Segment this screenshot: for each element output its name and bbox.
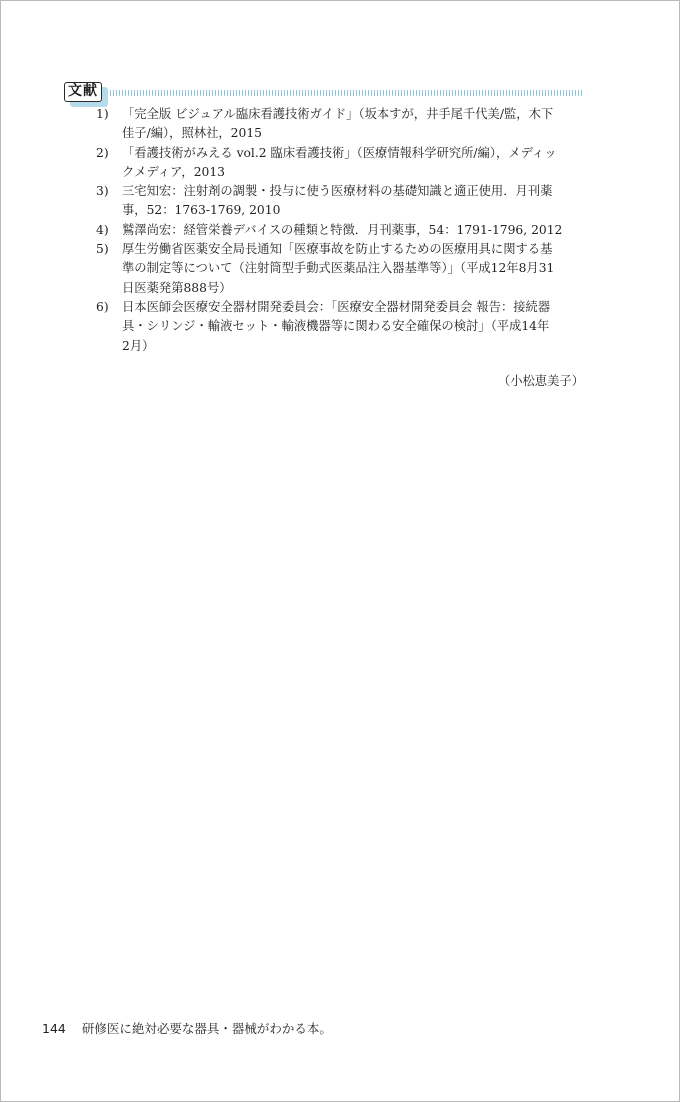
reference-list bbox=[96, 105, 586, 356]
reference-text: 「完全版 ビジュアル臨床看護技術ガイド」（坂本すが，井手尾千代美/監，木下 bbox=[122, 107, 554, 121]
reference-4 bbox=[96, 221, 586, 240]
reference-1 bbox=[96, 105, 586, 144]
page-footer bbox=[42, 1019, 332, 1037]
reference-text: クメディア，2013 bbox=[122, 164, 225, 179]
reference-number: 5) bbox=[96, 242, 109, 257]
reference-text: 鷲澤尚宏：経管栄養デバイスの種類と特徴．月刊薬事，54：1791-1796, 2012 bbox=[122, 222, 563, 237]
reference-number: 3) bbox=[96, 184, 109, 199]
reference-text: 厚生労働省医薬安全局長通知「医療事故を防止するための医療用具に関する基 bbox=[122, 242, 553, 257]
page-number: 144 bbox=[42, 1021, 66, 1036]
dotted-rule bbox=[110, 90, 584, 96]
reference-text: 日医薬発第888号） bbox=[122, 280, 232, 295]
reference-2 bbox=[96, 144, 586, 183]
reference-text: 日本医師会医療安全器材開発委員会：「医療安全器材開発委員会 報告：接続器 bbox=[122, 299, 551, 314]
reference-number: 2) bbox=[96, 145, 109, 160]
reference-text: 具・シリンジ・輸液セット・輸液機器等に関わる安全確保の検討」（平成14年 bbox=[122, 319, 550, 334]
reference-5 bbox=[96, 240, 586, 298]
reference-text: 三宅知宏：注射剤の調製・投与に使う医療材料の基礎知識と適正使用．月刊薬 bbox=[122, 184, 553, 199]
reference-3 bbox=[96, 182, 586, 221]
reference-number: 6) bbox=[96, 299, 109, 314]
section-badge bbox=[64, 80, 108, 107]
reference-text: 「看護技術がみえる vol.2 臨床看護技術」（医療情報科学研究所/編），メディッ bbox=[122, 145, 557, 160]
reference-text: 2月） bbox=[122, 338, 155, 353]
section-title: 文献 bbox=[64, 82, 102, 102]
reference-6 bbox=[96, 298, 586, 356]
reference-number: 1) bbox=[96, 107, 109, 121]
reference-number: 4) bbox=[96, 222, 109, 237]
reference-text: 準の制定等について（注射筒型手動式医薬品注入器基準等）」（平成12年8月31 bbox=[122, 261, 555, 276]
reference-text: 佳子/編），照林社，2015 bbox=[122, 126, 262, 141]
reference-text: 事，52：1763-1769, 2010 bbox=[122, 203, 281, 218]
author-credit: （小松恵美子） bbox=[497, 374, 584, 388]
book-title: 研修医に絶対必要な器具・器械がわかる本。 bbox=[81, 1021, 332, 1036]
